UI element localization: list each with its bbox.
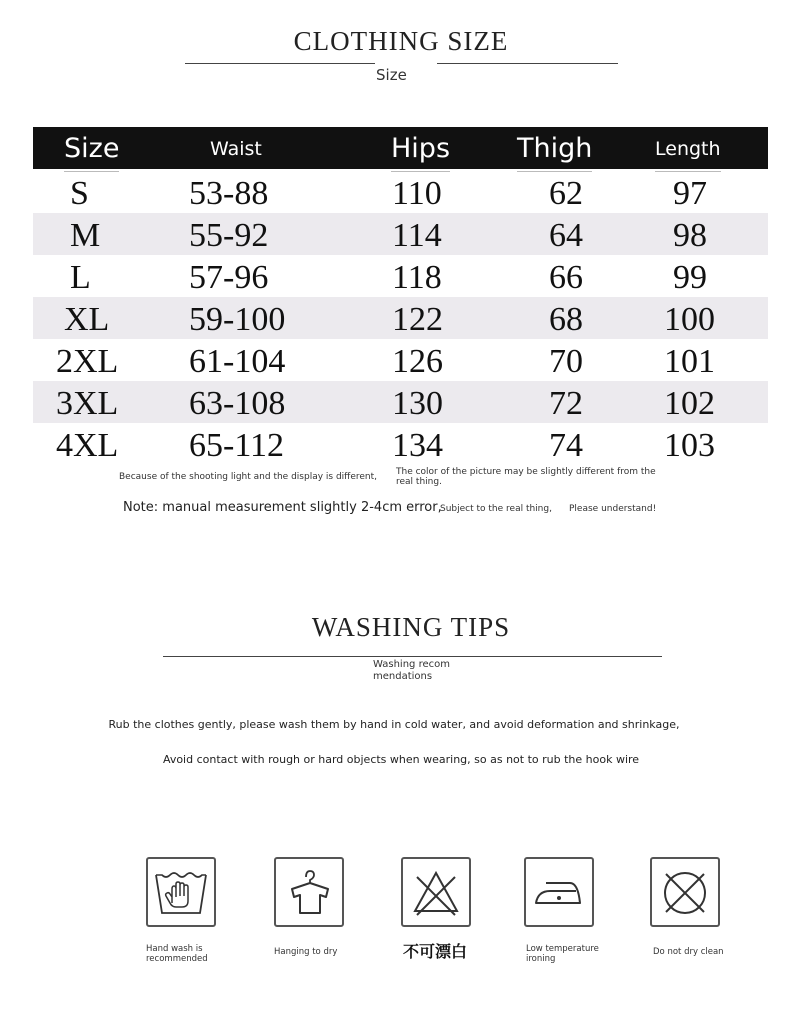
table-row-s <box>33 171 768 213</box>
header-size: Size <box>64 127 119 169</box>
low-iron-icon <box>524 857 594 927</box>
size-subtitle: Size <box>376 66 407 84</box>
washing-rule <box>163 656 662 657</box>
cell-length: 99 <box>673 259 707 296</box>
cell-thigh: 74 <box>549 427 583 464</box>
cell-thigh: 70 <box>549 343 583 380</box>
cell-thigh: 68 <box>549 301 583 338</box>
table-row-l <box>33 255 768 297</box>
disclaimer-color: The color of the picture may be slightly different from the real thing. <box>396 467 656 487</box>
cell-hips: 118 <box>392 259 442 296</box>
cell-hips: 122 <box>392 301 443 338</box>
hand-wash-icon <box>146 857 216 927</box>
washing-instruction-1: Rub the clothes gently, please wash them by hand in cold water, and avoid deformation and shrinkage, <box>108 718 680 731</box>
cell-thigh: 62 <box>549 175 583 212</box>
table-row-m <box>33 213 768 255</box>
header-waist: Waist <box>210 138 262 160</box>
cell-waist: 61-104 <box>189 343 286 380</box>
cell-size: XL <box>64 301 110 338</box>
header-hips: Hips <box>391 127 450 169</box>
cell-waist: 59-100 <box>189 301 286 338</box>
cell-length: 103 <box>664 427 715 464</box>
cell-waist: 53-88 <box>189 175 269 212</box>
cell-waist: 65-112 <box>189 427 285 464</box>
measurement-note: Note: manual measurement slightly 2-4cm error, <box>123 500 442 515</box>
disclaimer-subject: Subject to the real thing, <box>440 504 552 514</box>
cell-size: 4XL <box>56 427 119 464</box>
hand-wash-label-line2: recommended <box>146 954 208 964</box>
hang-dry-label: Hanging to dry <box>274 947 338 957</box>
cell-waist: 63-108 <box>189 385 286 422</box>
table-row-3xl <box>33 381 768 423</box>
low-iron-label-line1: Low temperature <box>526 944 599 954</box>
washing-tips-title: WASHING TIPS <box>311 612 511 642</box>
cell-waist: 55-92 <box>189 217 269 254</box>
size-table-header <box>33 127 768 169</box>
cell-length: 101 <box>664 343 715 380</box>
hang-dry-icon <box>274 857 344 927</box>
disclaimer-light: Because of the shooting light and the display is different, <box>119 472 378 482</box>
hand-wash-label <box>146 944 208 964</box>
cell-length: 97 <box>673 175 707 212</box>
cell-size: M <box>70 217 101 254</box>
cell-size: 3XL <box>56 385 119 422</box>
cell-waist: 57-96 <box>189 259 269 296</box>
low-iron-label-line2: ironing <box>526 954 556 964</box>
cell-size: L <box>70 259 91 296</box>
cell-length: 98 <box>673 217 707 254</box>
title-rule-left <box>185 63 375 64</box>
table-row-2xl <box>33 339 768 381</box>
header-thigh: Thigh <box>517 127 592 169</box>
washing-subtitle-line2: mendations <box>373 671 433 682</box>
header-length: Length <box>655 127 721 169</box>
no-bleach-icon <box>401 857 471 927</box>
table-row-xl <box>33 297 768 339</box>
low-iron-label <box>526 944 599 964</box>
disclaimer-understand: Please understand! <box>569 504 657 514</box>
cell-thigh: 66 <box>549 259 583 296</box>
no-dry-clean-icon <box>650 857 720 927</box>
cell-hips: 130 <box>392 385 443 422</box>
cell-length: 100 <box>664 301 715 338</box>
hand-wash-label-line1: Hand wash is <box>146 944 203 954</box>
table-row-4xl <box>33 423 768 465</box>
cell-size: S <box>70 175 89 212</box>
cell-size: 2XL <box>56 343 119 380</box>
clothing-size-title: CLOTHING SIZE <box>293 26 509 56</box>
washing-subtitle-line1: Washing recom <box>373 659 450 670</box>
cell-hips: 110 <box>392 175 442 212</box>
title-rule-right <box>437 63 618 64</box>
cell-thigh: 72 <box>549 385 583 422</box>
cell-thigh: 64 <box>549 217 583 254</box>
cell-length: 102 <box>664 385 715 422</box>
washing-instruction-2: Avoid contact with rough or hard objects when wearing, so as not to rub the hook wire <box>162 753 640 766</box>
no-dry-clean-label: Do not dry clean <box>653 947 724 957</box>
cell-hips: 134 <box>392 427 443 464</box>
cell-hips: 114 <box>392 217 442 254</box>
washing-subtitle <box>373 659 450 683</box>
cell-hips: 126 <box>392 343 443 380</box>
no-bleach-label: 不可漂白 <box>403 942 468 961</box>
